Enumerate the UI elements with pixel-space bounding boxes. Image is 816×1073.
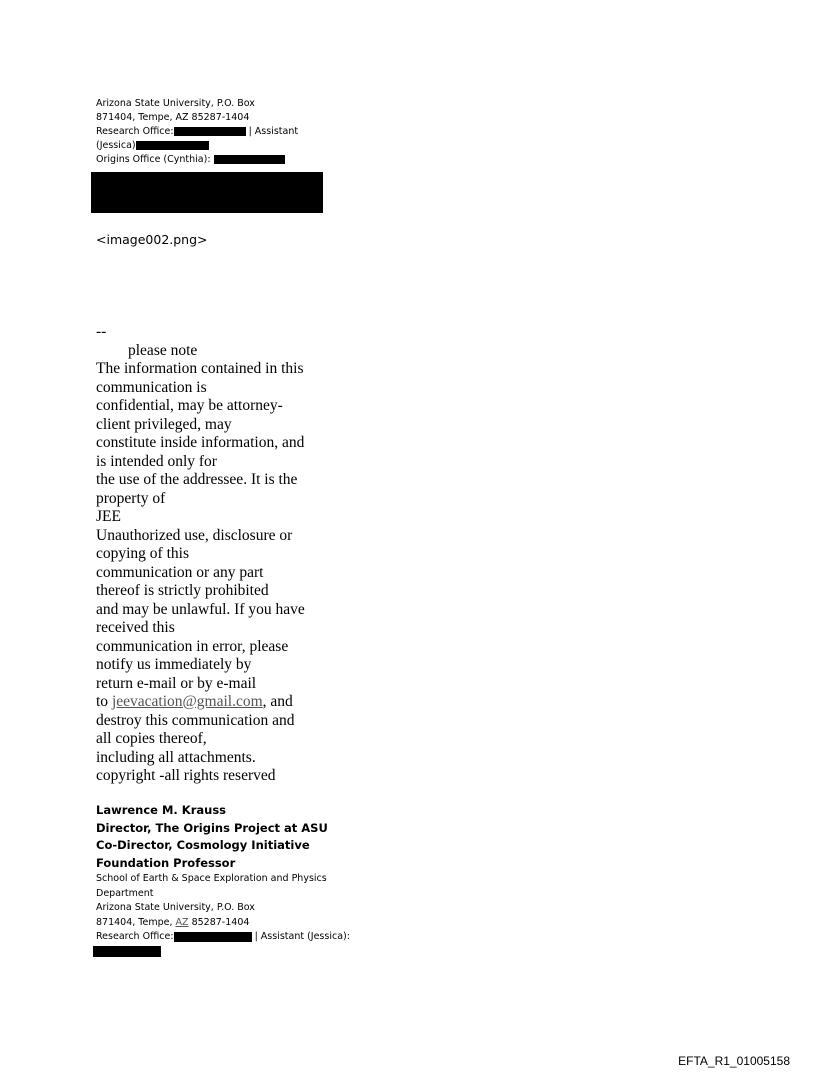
redaction-box bbox=[174, 127, 246, 136]
disclaimer-line: including all attachments. bbox=[96, 748, 256, 766]
email-link[interactable]: jeevacation@gmail.com bbox=[111, 693, 263, 710]
disclaimer-lines-after bbox=[96, 712, 356, 786]
redaction-box bbox=[93, 946, 161, 957]
redaction-box bbox=[214, 155, 285, 164]
disclaimer-line: communication in error, please bbox=[96, 637, 289, 655]
disclaimer-line: is intended only for bbox=[96, 452, 217, 470]
disclaimer-line: client privileged, may bbox=[96, 415, 232, 433]
signature-block bbox=[96, 802, 386, 959]
disclaimer-line: thereof is strictly prohibited bbox=[96, 582, 269, 599]
disclaimer-line: JEE bbox=[96, 508, 121, 525]
signature-redaction-line bbox=[96, 945, 386, 960]
sig-assistant-label: | Assistant (Jessica): bbox=[254, 931, 350, 942]
disclaimer-heading: please note bbox=[128, 341, 198, 359]
signature-addr-2 bbox=[96, 916, 386, 931]
disclaimer-line: Unauthorized use, disclosure or bbox=[96, 526, 293, 544]
origins-office-line bbox=[96, 153, 356, 167]
disclaimer-line: all copies thereof, bbox=[96, 730, 207, 747]
large-redaction-box bbox=[91, 172, 323, 213]
disclaimer-line: copyright -all rights reserved bbox=[96, 767, 276, 784]
disclaimer-line: and may be unlawful. If you have bbox=[96, 600, 305, 618]
sig-research-office-label: Research Office: bbox=[96, 931, 174, 942]
disclaimer-line: destroy this communication and bbox=[96, 711, 295, 729]
disclaimer-line: copying of this bbox=[96, 545, 189, 562]
disclaimer-line: received this bbox=[96, 619, 175, 636]
signature-title-1: Director, The Origins Project at ASU bbox=[96, 820, 328, 835]
signature-dept-1: School of Earth & Space Exploration and Physics bbox=[96, 873, 327, 884]
redaction-box bbox=[174, 932, 252, 942]
disclaimer-line: the use of the addressee. It is the bbox=[96, 471, 298, 488]
jessica-line bbox=[96, 139, 356, 153]
disclaimer-line: return e-mail or by e-mail bbox=[96, 674, 257, 692]
disclaimer-line: constitute inside information, and bbox=[96, 434, 305, 451]
disclaimer-line: confidential, may be attorney- bbox=[96, 397, 283, 414]
address-line-2: 871404, Tempe, AZ 85287-1404 bbox=[96, 112, 250, 123]
signature-dept-2: Department bbox=[96, 887, 154, 899]
address-block bbox=[96, 97, 356, 167]
signature-title-3: Foundation Professor bbox=[96, 855, 236, 870]
signature-name: Lawrence M. Krauss bbox=[96, 803, 227, 817]
email-line bbox=[96, 693, 356, 712]
research-office-label: Research Office: bbox=[96, 126, 174, 137]
signature-addr-1: Arizona State University, P.O. Box bbox=[96, 902, 255, 913]
disclaimer-lines bbox=[96, 360, 356, 693]
disclaimer-line: notify us immediately by bbox=[96, 656, 252, 673]
assistant-label: | Assistant bbox=[248, 126, 299, 137]
disclaimer-line: communication is bbox=[96, 378, 207, 396]
jessica-label: (Jessica) bbox=[96, 140, 136, 151]
addr-suffix: 85287-1404 bbox=[191, 916, 250, 928]
signature-title-2: Co-Director, Cosmology Initiative bbox=[96, 838, 310, 852]
addr-state-link[interactable]: AZ bbox=[175, 916, 189, 928]
separator: -- bbox=[96, 323, 107, 340]
disclaimer-line: property of bbox=[96, 489, 166, 507]
email-suffix: , and bbox=[262, 693, 293, 710]
image-placeholder: <image002.png> bbox=[96, 232, 208, 247]
origins-office-label: Origins Office (Cynthia): bbox=[96, 154, 211, 165]
addr-prefix: 871404, Tempe, bbox=[96, 916, 173, 928]
signature-research-office-line bbox=[96, 930, 386, 945]
disclaimer-line: communication or any part bbox=[96, 563, 264, 581]
disclaimer-block bbox=[96, 323, 356, 786]
research-office-line bbox=[96, 125, 356, 139]
email-prefix: to bbox=[96, 693, 109, 710]
document-id: EFTA_R1_01005158 bbox=[678, 1054, 790, 1068]
redaction-box bbox=[136, 141, 209, 150]
disclaimer-line: The information contained in this bbox=[96, 360, 304, 377]
address-line-1: Arizona State University, P.O. Box bbox=[96, 98, 255, 109]
